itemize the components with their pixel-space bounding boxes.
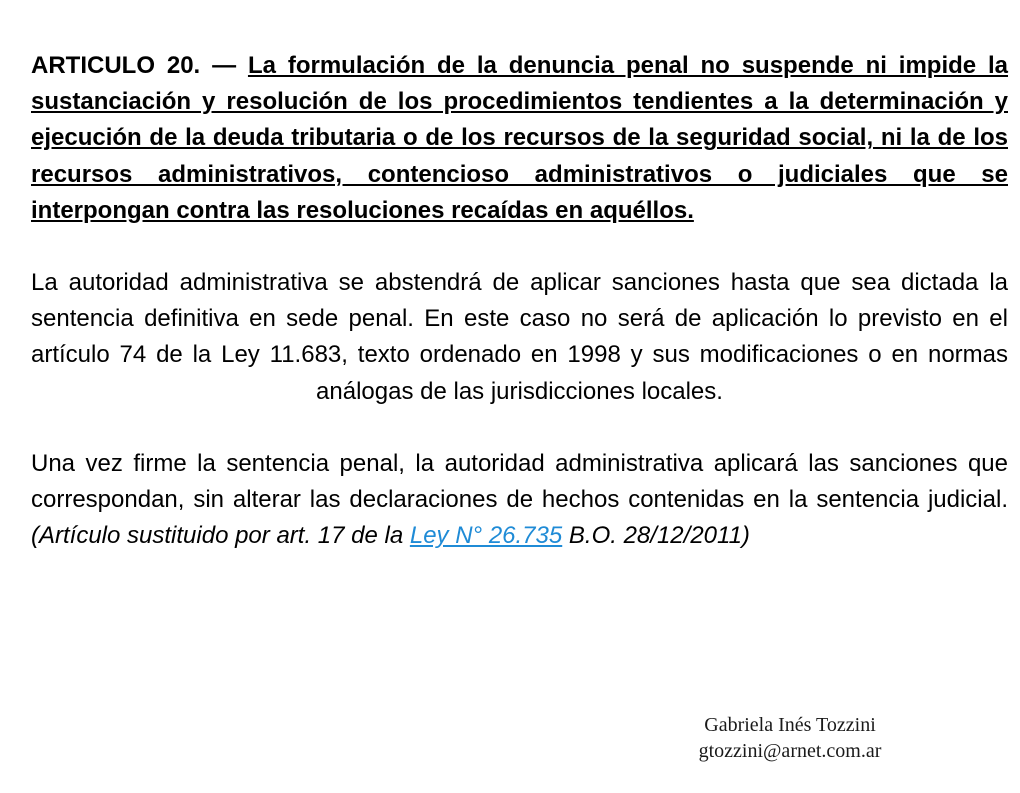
slide-content bbox=[31, 48, 1008, 554]
article-heading: ARTICULO 20. — bbox=[31, 52, 237, 79]
substitution-note-suffix: B.O. 28/12/2011) bbox=[568, 522, 750, 550]
substitution-note bbox=[31, 522, 750, 549]
article-underlined-text: La formulación de la denuncia penal no suspende ni impide la sustanciación y resolución de los procedimientos tendientes a la determinación y ejecución de la deuda tributaria o de los recursos de la seguridad social, ni la de los recursos administrativos, contencioso administrativos o judiciales que se interpongan contra las resoluciones recaídas en aquéllos. bbox=[31, 52, 1009, 224]
final-paragraph bbox=[31, 446, 1008, 555]
substitution-note-prefix: (Artículo sustituido por art. 17 de la bbox=[31, 522, 404, 550]
sanctions-paragraph: La autoridad administrativa se abstendrá de aplicar sanciones hasta que sea dictada la sentencia definitiva en sede penal. En este caso no será de aplicación lo previsto en el artículo 74 de la Ley 11.683, texto ordenado en 1998 y sus modificaciones o en normas análogas de las jurisdicciones locales. bbox=[31, 269, 1008, 405]
final-paragraph-text: Una vez firme la sentencia penal, la autoridad administrativa aplicará las sanciones que correspondan, sin alterar las declaraciones de hechos contenidas en la sentencia judicial. bbox=[31, 449, 1008, 514]
author-email: gtozzini@arnet.com.ar bbox=[698, 740, 882, 762]
author-signature bbox=[640, 712, 940, 764]
author-name: Gabriela Inés Tozzini bbox=[704, 714, 876, 736]
article-paragraph bbox=[31, 48, 1008, 229]
paragraph-spacer bbox=[31, 410, 1008, 446]
law-link[interactable]: Ley N° 26.735 bbox=[409, 522, 563, 550]
paragraph-spacer bbox=[31, 229, 1008, 265]
